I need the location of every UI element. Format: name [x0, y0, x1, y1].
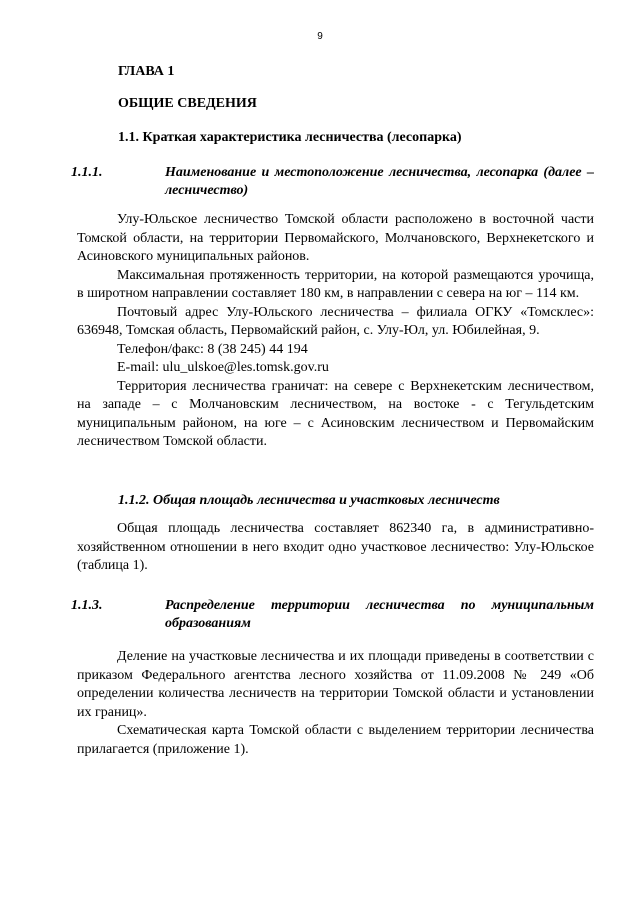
paragraph: Деление на участковые лесничества и их площади приведены в соответствии с приказом Федерального агентства лесного хозяйства от 11.09.2008 № 249 «Об определении количества лесничеств на территории Томской области и установлении их границ». — [77, 649, 594, 720]
chapter-label: ГЛАВА 1 — [118, 64, 175, 79]
chapter-title: ОБЩИЕ СВЕДЕНИЯ — [118, 96, 257, 111]
paragraph: Общая площадь лесничества составляет 862340 га, в административно-хозяйственном отношении в него входит одно участковое лесничество: Улу-Юльское (таблица 1). — [77, 521, 594, 573]
paragraph: Максимальная протяженность территории, на которой размещаются урочища, в широтном направлении составляет 180 км, в направлении с севера на юг – 114 км. — [77, 267, 594, 301]
subsection-heading-1-1-3 — [71, 597, 594, 633]
paragraph: Улу-Юльское лесничество Томской области расположено в восточной части Томской области, на территории Первомайского, Молчановского, Верхнекетского и Асиновского муниципальных районов. — [77, 212, 594, 264]
section-heading-1-1: 1.1. Краткая характеристика лесничества (лесопарка) — [118, 130, 462, 145]
page-number: 9 — [317, 31, 323, 42]
paragraph: Территория лесничества граничат: на севере с Верхнекетским лесничеством, на западе – с Молчановским лесничеством, на востоке - с Тегульдетским муниципальным районом, на юге – с Асиновским лесничеством и Первомайским лесничеством Томской области. — [77, 378, 594, 449]
paragraph: Почтовый адрес Улу-Юльского лесничества – филиала ОГКУ «Томсклес»: 636948, Томская область, Первомайский район, с. Улу-Юл, ул. Юбилейная, 9. — [77, 304, 594, 338]
paragraph: Телефон/факс: 8 (38 245) 44 194 — [117, 341, 308, 357]
section-area-text — [77, 520, 594, 576]
subsection-heading-1-1-2: 1.1.2. Общая площадь лесничества и участковых лесничеств — [118, 493, 500, 508]
paragraph: Схематическая карта Томской области с выделением территории лесничества прилагается (приложение 1). — [77, 723, 594, 757]
section-location-text — [77, 211, 594, 452]
subsection-number: 1.1.3. — [71, 598, 103, 613]
section-municipal-text — [77, 648, 594, 759]
paragraph: E-mail: ulu_ulskoe@les.tomsk.gov.ru — [117, 360, 329, 375]
subsection-title: Наименование и местоположение лесничества, лесопарка (далее – лесничество) — [165, 165, 594, 198]
subsection-heading-1-1-1 — [71, 164, 594, 200]
subsection-number: 1.1.1. — [71, 165, 103, 180]
subsection-title: Распределение территории лесничества по муниципальным образованиям — [165, 598, 594, 631]
